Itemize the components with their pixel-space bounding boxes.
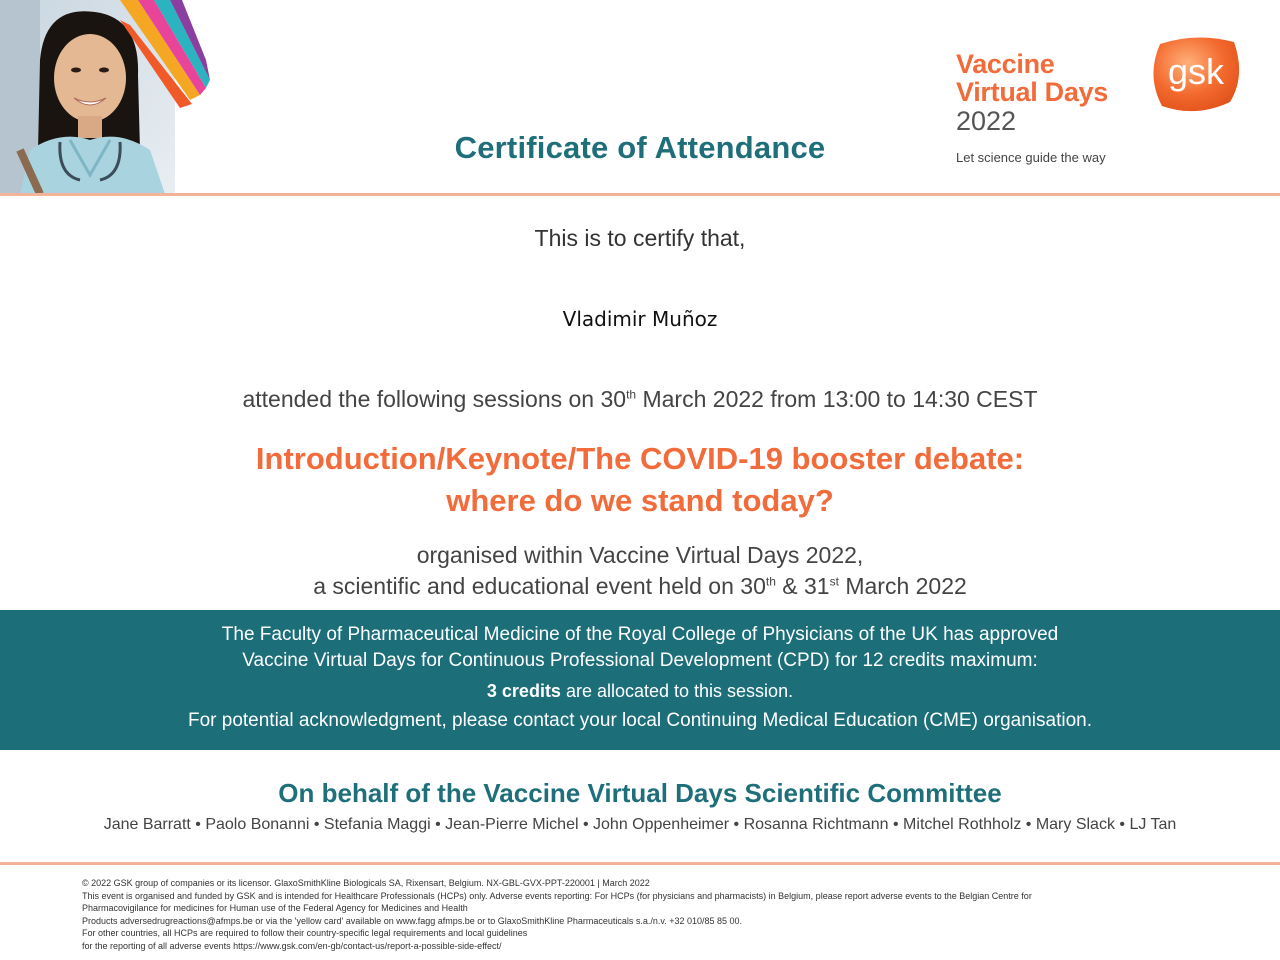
cpd-credits-rest: are allocated to this session. [560, 681, 794, 701]
organised-sup-2: st [829, 574, 839, 589]
organised-line-2 [0, 571, 1280, 602]
attended-prefix: attended the following sessions on 30 [242, 386, 627, 412]
committee-title: On behalf of the Vaccine Virtual Days Scientific Committee [278, 778, 1002, 808]
organised-line-1: organised within Vaccine Virtual Days 2022, [416, 542, 864, 568]
footer-divider [0, 862, 1280, 865]
organised-text [0, 540, 1280, 602]
fineprint-line-2: This event is organised and funded by GSK and is intended for Healthcare Professionals (HCPs) only. Adverse events reporting: For HCPs (for physicians and pharmacists) in Belgium, please report adverse events to the Belgian Centre for [82, 890, 1032, 901]
certificate-title: Certificate of Attendance [454, 130, 826, 165]
cpd-credits [0, 678, 1280, 704]
organised-line-2-part-b: & 31 [775, 573, 830, 599]
organised-line-2-part-c: March 2022 [838, 573, 967, 599]
attended-date-suffix: th [626, 387, 637, 402]
decorative-stripes-icon [120, 0, 220, 110]
fineprint [82, 877, 1232, 953]
brand-line-1: Vaccine [956, 49, 1055, 79]
fineprint-line-5: For other countries, all HCPs are required to follow their country-specific legal requirements and local guidelines [82, 928, 528, 939]
fineprint-line-4: Products adversedrugreactions@afmps.be or via the 'yellow card' available on www.fagg afmps.be or to GlaxoSmithKline Pharmaceuticals s.a./n.v. +32 010/85 85 00. [82, 915, 743, 926]
event-brand [956, 50, 1108, 136]
cpd-credits-bold: 3 credits [486, 681, 561, 701]
gsk-logo-icon [1150, 36, 1242, 114]
header-divider [0, 193, 1280, 196]
attendee-name: Vladimir Muñoz [562, 307, 718, 331]
gsk-logo-text: gsk [1167, 51, 1225, 92]
attended-suffix: March 2022 from 13:00 to 14:30 CEST [636, 386, 1038, 412]
certify-text: This is to certify that, [534, 225, 746, 251]
cpd-line-4: For potential acknowledgment, please contact your local Continuing Medical Education (CME) organisation. [187, 710, 1093, 731]
fineprint-line-3: Pharmacovigilance for medicines for Human use of the Federal Agency for Medicines and Health [82, 903, 468, 914]
cpd-line-2: Vaccine Virtual Days for Continuous Professional Development (CPD) for 12 credits maximum: [242, 650, 1038, 671]
session-title-line-2: where do we stand today? [446, 483, 834, 518]
committee-members: Jane Barratt • Paolo Bonanni • Stefania Maggi • Jean-Pierre Michel • John Oppenheimer • Rosanna Richtmann • Mitchel Rothholz • Mary Slack • LJ Tan [103, 816, 1177, 833]
fineprint-line-6: for the reporting of all adverse events https://www.gsk.com/en-gb/contact-us/report-a-possible-side-effect/ [82, 940, 502, 951]
organised-sup-1: th [765, 574, 776, 589]
organised-line-2-part-a: a scientific and educational event held on 30 [313, 573, 766, 599]
session-title-line-1: Introduction/Keynote/The COVID-19 booster debate: [255, 441, 1025, 476]
brand-year: 2022 [956, 106, 1017, 136]
cpd-band [0, 610, 1280, 750]
fineprint-line-1: © 2022 GSK group of companies or its licensor. GlaxoSmithKline Biologicals SA, Rixensart, Belgium. NX-GBL-GVX-PPT-220001 | March 2022 [82, 878, 650, 888]
brand-line-2: Virtual Days [956, 77, 1108, 107]
brand-tagline: Let science guide the way [956, 150, 1106, 165]
session-title [0, 438, 1280, 522]
cpd-line-1: The Faculty of Pharmaceutical Medicine of the Royal College of Physicians of the UK has approved [221, 624, 1059, 645]
attended-sessions-text [0, 386, 1280, 413]
